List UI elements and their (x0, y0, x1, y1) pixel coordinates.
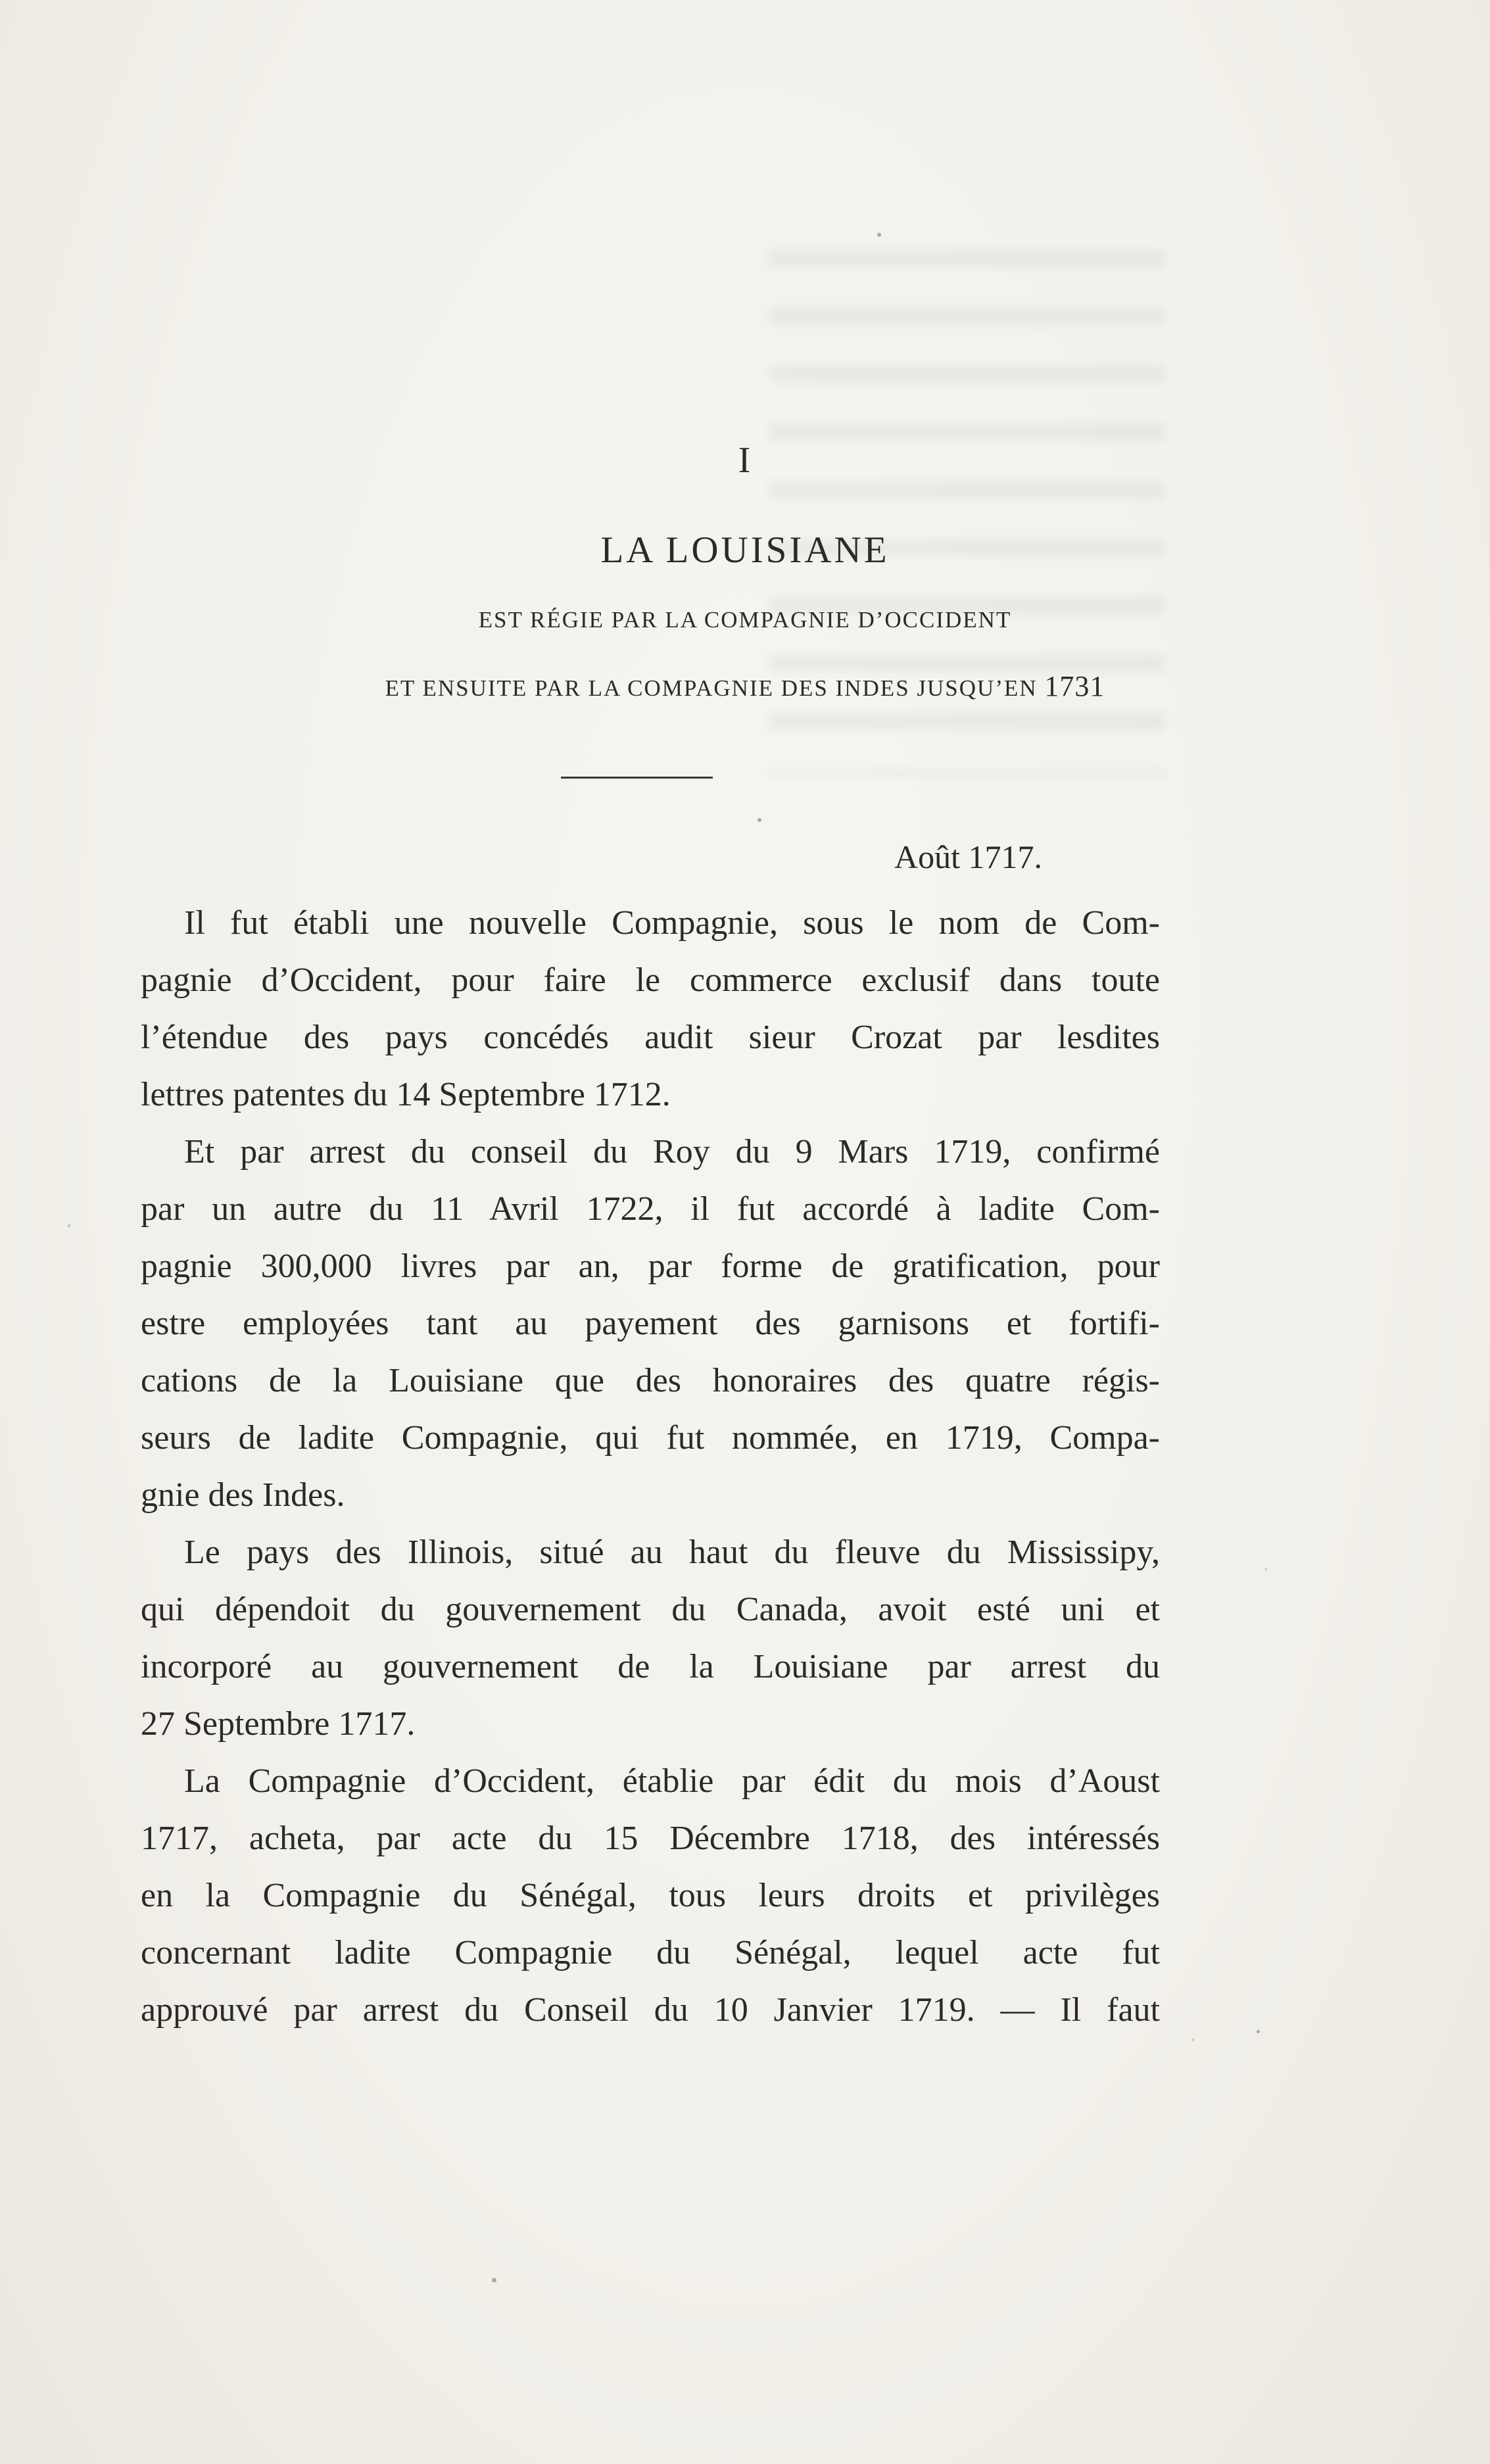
section-title: LA LOUISIANE (600, 529, 890, 571)
paper-speck (492, 2278, 496, 2283)
section-divider-rule (561, 777, 713, 779)
paper-speck (757, 818, 761, 822)
text-line: 1717, acheta, par acte du 15 Décembre 1718, des intéressés (141, 1820, 1160, 1857)
section-subtitle-2-text: ET ENSUITE PAR LA COMPAGNIE DES INDES JUSQU’EN (385, 675, 1038, 701)
paper-speck (1257, 2030, 1260, 2033)
text-line: cations de la Louisiane que des honoraires des quatre régis- (141, 1362, 1160, 1399)
text-line: La Compagnie d’Occident, établie par édit du mois d’Aoust (184, 1762, 1160, 1800)
section-number: I (738, 440, 752, 481)
text-line: l’étendue des pays concédés audit sieur Crozat par lesdites (141, 1019, 1160, 1056)
text-line: pagnie d’Occident, pour faire le commerce exclusif dans toute (141, 961, 1160, 999)
text-line: Il fut établi une nouvelle Compagnie, sous le nom de Com- (184, 904, 1160, 942)
text-line: 27 Septembre 1717. (141, 1705, 416, 1743)
section-subtitle-2 (0, 672, 1490, 701)
text-line: seurs de ladite Compagnie, qui fut nommée, en 1719, Compa- (141, 1419, 1160, 1457)
text-line: Le pays des Illinois, situé au haut du fleuve du Mississipy, (184, 1534, 1160, 1571)
text-line: en la Compagnie du Sénégal, tous leurs droits et privilèges (141, 1877, 1160, 1914)
text-line: concernant ladite Compagnie du Sénégal, lequel acte fut (141, 1934, 1160, 1971)
text-line: estre employées tant au payement des garnisons et fortifi- (141, 1305, 1160, 1342)
text-line: Et par arrest du conseil du Roy du 9 Mars 1719, confirmé (184, 1133, 1160, 1171)
paper-speck (1191, 2039, 1194, 2041)
text-line: par un autre du 11 Avril 1722, il fut accordé à ladite Com- (141, 1190, 1160, 1228)
text-line: approuvé par arrest du Conseil du 10 Janvier 1719. — Il faut (141, 1991, 1160, 2029)
entry-date: Août 1717. (894, 838, 1042, 875)
text-line: incorporé au gouvernement de la Louisiane par arrest du (141, 1648, 1160, 1685)
section-subtitle-2-year: 1731 (1044, 670, 1105, 702)
text-line: gnie des Indes. (141, 1476, 345, 1514)
section-subtitle-1: EST RÉGIE PAR LA COMPAGNIE D’OCCIDENT (478, 607, 1012, 633)
text-line: qui dépendoit du gouvernement du Canada, avoit esté uni et (141, 1591, 1160, 1628)
text-line: pagnie 300,000 livres par an, par forme de gratification, pour (141, 1247, 1160, 1285)
body-text (141, 894, 1160, 2039)
text-line: lettres patentes du 14 Septembre 1712. (141, 1076, 671, 1113)
paper-speck (1264, 1568, 1267, 1570)
paper-speck (68, 1224, 70, 1227)
paper-speck (877, 233, 881, 237)
